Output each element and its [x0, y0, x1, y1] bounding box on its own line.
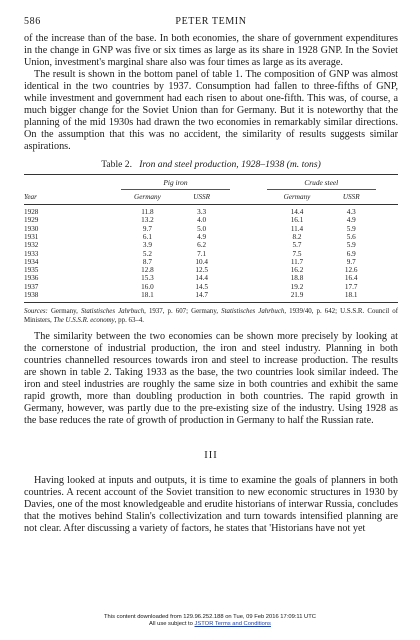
year-cell: 1934 [24, 257, 39, 266]
year-cell: 1932 [24, 241, 39, 250]
year-cell: 1935 [24, 266, 39, 275]
sources-book: The U.S.S.R. economy [53, 316, 115, 324]
ussr-pig-iron-cell: 7.1 [197, 249, 207, 258]
terms-notice [0, 621, 420, 628]
sources-book: Statistisches Jahrbuch [80, 308, 145, 316]
ussr-pig-iron-cell: 10.4 [195, 257, 208, 266]
ussr-crude-steel-cell: 4.9 [346, 216, 356, 225]
column-header-year: Year [24, 192, 37, 201]
article-page [24, 16, 398, 535]
sources-label: Sources: [24, 308, 48, 316]
sources-text: , 1937, p. 607; Germany, [144, 308, 222, 316]
ussr-pig-iron-cell: 6.2 [197, 241, 207, 250]
year-cell: 1933 [24, 249, 39, 258]
table-caption [24, 159, 398, 170]
ussr-pig-iron-cell: 5.0 [197, 224, 207, 233]
germany-pig-iron-cell: 15.3 [141, 274, 154, 283]
germany-crude-steel-cell: 7.5 [292, 249, 302, 258]
germany-crude-steel-cell: 11.7 [290, 257, 304, 266]
ussr-pig-iron-cell: 14.5 [195, 282, 208, 291]
germany-pig-iron-cell: 16.0 [141, 282, 154, 291]
year-cell: 1936 [24, 274, 39, 283]
table-row [24, 225, 398, 233]
column-header-germany-steel: Germany [283, 192, 311, 201]
table-row [24, 266, 398, 274]
ussr-crude-steel-cell: 5.6 [346, 232, 356, 241]
germany-crude-steel-cell: 5.7 [292, 241, 302, 250]
year-cell: 1931 [24, 232, 39, 241]
iron-steel-table [24, 174, 398, 303]
germany-pig-iron-cell: 13.2 [141, 216, 154, 225]
download-notice: This content downloaded from 129.96.252.188 on Tue, 09 Feb 2016 17:09:11 UTC [104, 614, 316, 620]
germany-pig-iron-cell: 18.1 [141, 291, 154, 300]
paragraph: Having looked at inputs and outputs, it is time to examine the goals of planners in both countries. A recent account of the Soviet transition to new economic structures in 1930 by Davies, one of the most knowledgeable and erudite historians of interwar Russia, concludes that the motives behind Stalin's collectivization and turn towards intensified planning are not clear. After discussing a variety of factors, he states that 'Historians have not yet [24, 474, 399, 534]
sources-book: Statistisches Jahrbuch [221, 308, 285, 316]
germany-crude-steel-cell: 18.8 [290, 274, 304, 283]
year-cell: 1938 [24, 291, 39, 300]
ussr-pig-iron-cell: 14.4 [195, 274, 208, 283]
ussr-crude-steel-cell: 9.7 [346, 257, 356, 266]
germany-pig-iron-cell: 5.2 [142, 249, 152, 258]
terms-prefix: All use subject to [149, 621, 195, 628]
table-row [24, 291, 398, 303]
group-header-pig-iron: Pig iron [121, 175, 229, 189]
year-cell: 1937 [24, 282, 39, 291]
table-sources-note [24, 308, 398, 325]
paragraph: The similarity between the two economies can be shown more precisely by looking at the cornerstone of industrial production, the iron and steel industry. Planning in both countries channelled resources towards iron and steel to increase production. The results are shown in table 2. Taking 1933 as the base, the two countries look similar indeed. The iron and steel industries are roughly the same size in both countries and exhibit the same rapid growth, more than doubling production in both countries. The rapid growth in Germany, however, was partly due to the pre-existing size of the industry. Using 1928 as the base reduces the rate of growth of production in Germany to half the Russian rate. [24, 331, 398, 427]
germany-pig-iron-cell: 11.8 [141, 208, 154, 217]
ussr-crude-steel-cell: 6.9 [346, 249, 356, 258]
germany-crude-steel-cell: 19.2 [290, 282, 304, 291]
section-heading: III [204, 449, 218, 461]
table-label: Table 2. [101, 159, 132, 171]
germany-crude-steel-cell: 8.2 [292, 232, 302, 241]
germany-pig-iron-cell: 3.9 [142, 241, 152, 250]
ussr-pig-iron-cell: 4.0 [197, 216, 207, 225]
table-row [24, 233, 398, 241]
ussr-crude-steel-cell: 5.9 [346, 224, 356, 233]
germany-crude-steel-cell: 21.9 [290, 291, 304, 300]
germany-crude-steel-cell: 11.4 [290, 224, 304, 233]
ussr-crude-steel-cell: 5.9 [346, 241, 356, 250]
ussr-pig-iron-cell: 4.9 [197, 232, 207, 241]
ussr-crude-steel-cell: 17.7 [344, 282, 358, 291]
germany-crude-steel-cell: 14.4 [290, 208, 304, 217]
table-row [24, 274, 398, 282]
ussr-crude-steel-cell: 18.1 [344, 291, 358, 300]
sources-text: , pp. 63–4. [114, 316, 145, 324]
ussr-crude-steel-cell: 12.6 [344, 266, 358, 275]
germany-pig-iron-cell: 12.8 [141, 266, 154, 275]
ussr-pig-iron-cell: 12.5 [195, 266, 208, 275]
ussr-crude-steel-cell: 16.4 [344, 274, 358, 283]
group-header-crude-steel: Crude steel [267, 175, 375, 189]
column-header-germany-iron: Germany [134, 192, 161, 201]
germany-pig-iron-cell: 6.1 [142, 232, 152, 241]
table-row [24, 205, 398, 217]
page-number: 586 [24, 16, 41, 27]
table-row [24, 241, 398, 249]
germany-crude-steel-cell: 16.1 [290, 216, 304, 225]
germany-pig-iron-cell: 8.7 [142, 257, 152, 266]
column-header-ussr-iron: USSR [193, 192, 211, 201]
page-header [24, 16, 398, 27]
year-cell: 1928 [24, 208, 39, 217]
ussr-pig-iron-cell: 14.7 [195, 291, 208, 300]
table-row [24, 283, 398, 291]
sources-text: Germany, [47, 308, 81, 316]
germany-crude-steel-cell: 16.2 [290, 266, 304, 275]
table-row [24, 216, 398, 224]
column-header-ussr-steel: USSR [342, 192, 360, 201]
ussr-crude-steel-cell: 4.3 [346, 208, 356, 217]
jstor-footer [0, 614, 420, 629]
table-row [24, 258, 398, 266]
year-cell: 1930 [24, 224, 39, 233]
ussr-pig-iron-cell: 3.3 [197, 208, 207, 217]
paragraph: The result is shown in the bottom panel of table 1. The composition of GNP was almost identical in the two countries by 1937. Consumption had fallen to three-fifths of GNP, while investment and government had each risen to about one-fifth. This was, of course, a much bigger change for the Soviet Union than for Germany. But it is noteworthy that the planning of the mid 1930s had drawn the two economies in remarkably similar directions. On the assumption that this was no accident, the similarity of results suggests similar aspirations. [24, 69, 398, 153]
running-head: PETER TEMIN [175, 16, 247, 27]
year-cell: 1929 [24, 216, 39, 225]
paragraph: of the increase than of the base. In both economies, the share of government expenditures in the change in GNP was five or six times as large as its share in 1928 GNP. In the Soviet Union, investment's marginal share also was four times as large as its average. [24, 33, 398, 69]
table-row [24, 250, 398, 258]
germany-pig-iron-cell: 9.7 [142, 224, 152, 233]
table-title: Iron and steel production, 1928–1938 (m. tons) [139, 159, 321, 171]
jstor-terms-link[interactable]: JSTOR Terms and Conditions [194, 621, 271, 628]
sources-text: , 1939/40, p. 642; U.S.S.R. Council of Ministers, [24, 308, 398, 324]
